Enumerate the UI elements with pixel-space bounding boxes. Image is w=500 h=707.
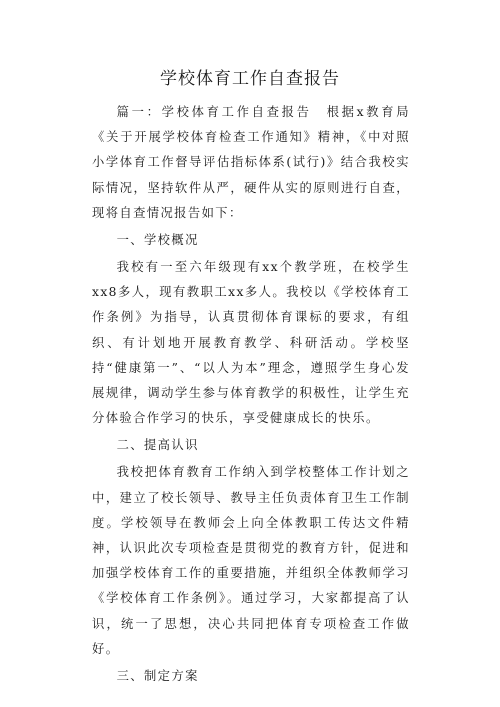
document-body (92, 100, 410, 691)
section-heading-overview: 一、学校概况 (116, 233, 199, 248)
section-heading-awareness: 二、提高认识 (116, 438, 199, 453)
awareness-paragraph: 我校把体育教育工作纳入到学校整体工作计划之中，建立了校长领导、教导主任负责体育卫生工作制度。学校领导在教师会上向全体教职工传达文件精神，认识此次专项检查是贯彻党的教育方针，促进和加强学校体育工作的重要措施，并组织全体教师学习《学校体育工作条例》。通过学习，大家都提高了认识，统一了思想，决心共同把体育专项检查工作做好。 (92, 465, 410, 656)
overview-paragraph: 我校有一至六年级现有xx个教学班，在校学生xx8多人，现有教职工xx多人。我校以《学校体育工作条例》为指导，认真贯彻体育课标的要求，有组织、有计划地开展教育教学、科研活动。学校坚持“健康第一”、“以人为本”理念，遵照学生身心发展规律，调动学生参与体育教学的积极性，让学生充分体验合作学习的快乐，享受健康成长的快乐。 (92, 260, 410, 426)
intro-paragraph: 篇一：学校体育工作自查报告 根据x教育局《关于开展学校体育检查工作通知》精神，《中对照小学体育工作督导评估指标体系(试行)》结合我校实际情况，坚持软件从严，硬件从实的原则进行自查，现将自查情况报告如下： (92, 105, 410, 220)
section-heading-plan: 三、制定方案 (116, 669, 199, 684)
document-title: 学校体育工作自查报告 (160, 69, 340, 89)
